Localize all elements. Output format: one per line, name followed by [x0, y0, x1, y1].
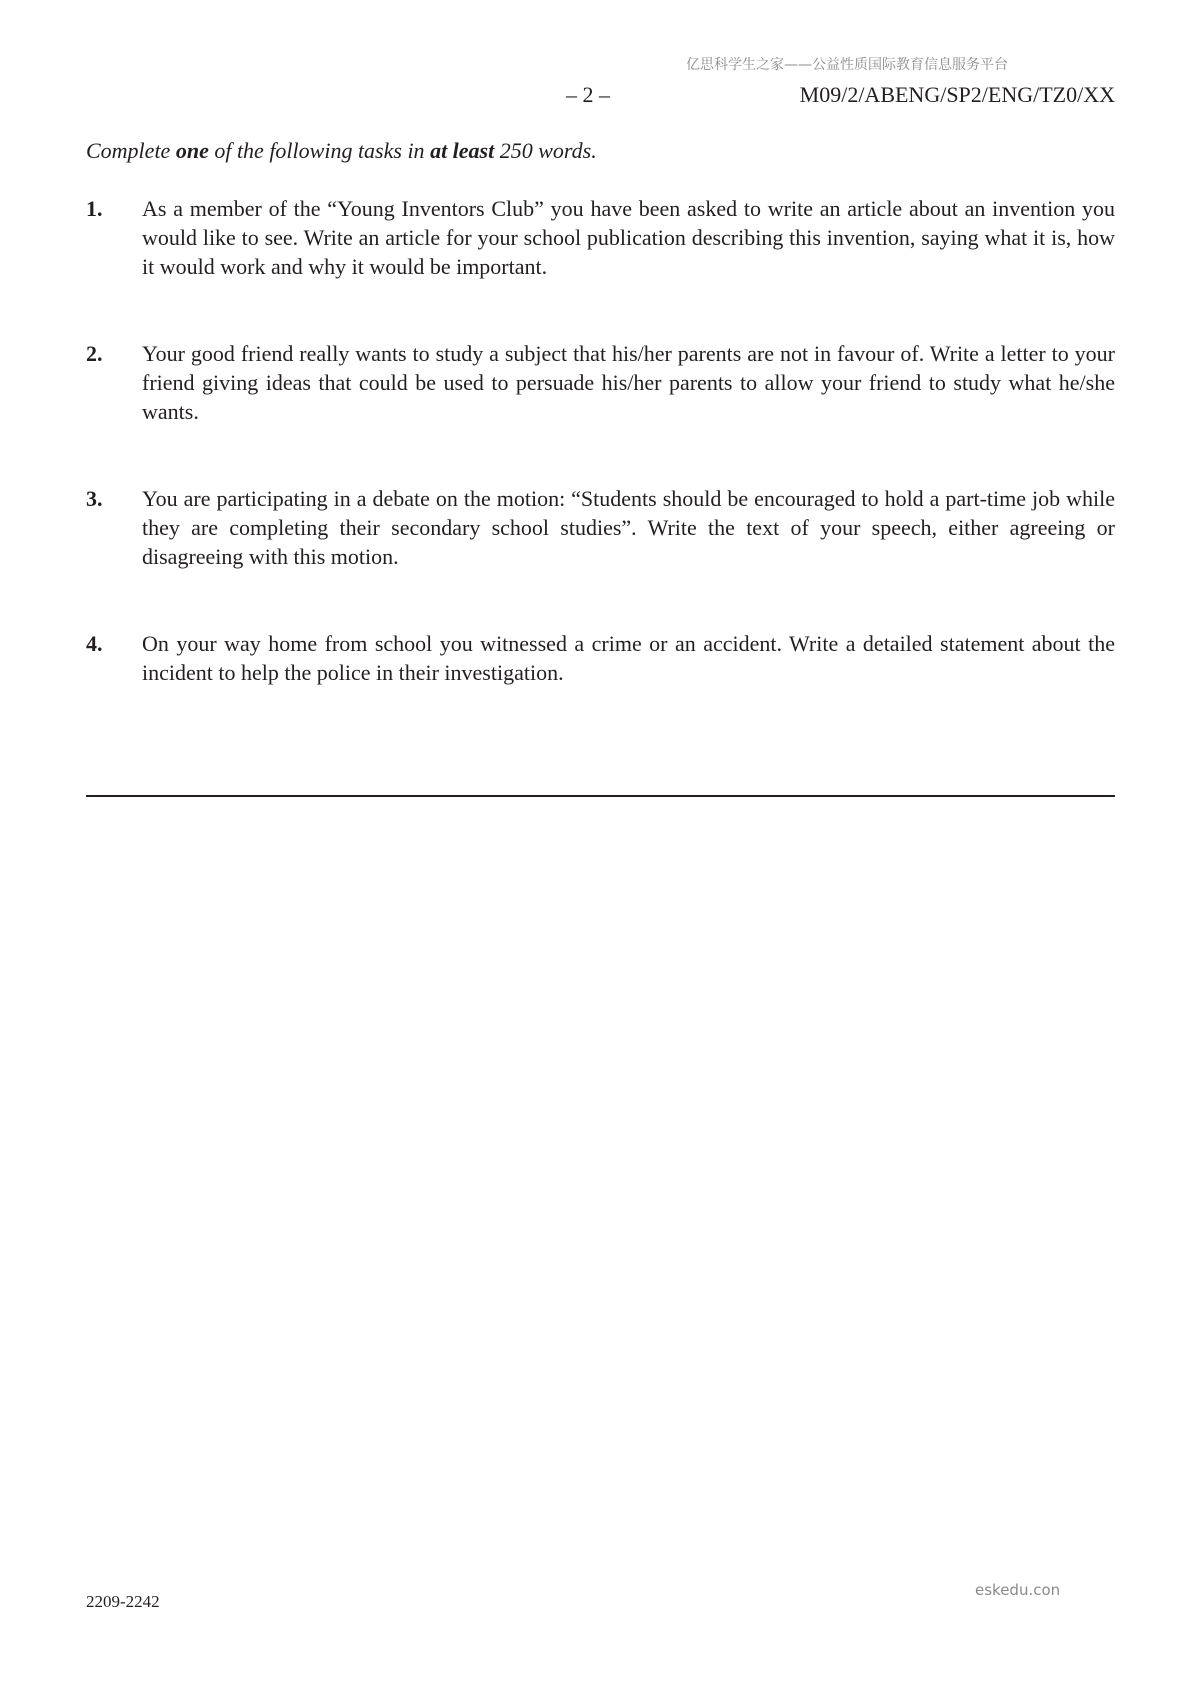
paper-code: M09/2/ABENG/SP2/ENG/TZ0/XX: [799, 82, 1115, 107]
footer-code: 2209-2242: [86, 1592, 160, 1611]
header-watermark: 亿思科学生之家——公益性质国际教育信息服务平台: [686, 57, 1008, 73]
instruction-emphasis-at-least: at least: [430, 138, 495, 163]
task-number: 2.: [86, 341, 103, 366]
instruction-text: Complete: [86, 138, 176, 163]
task-text: As a member of the “Young Inventors Club” you have been asked to write an article about an invention you would like to see. Write an article for your school publication describing this invention, saying what it is, how it would work and why it would be important.: [142, 196, 1115, 279]
instruction-text: of the following tasks in: [208, 138, 431, 163]
task-number: 3.: [86, 486, 103, 511]
task-item: [86, 629, 1115, 687]
instruction-text: 250 words.: [494, 138, 597, 163]
footer-watermark: eskedu.con: [975, 1581, 1061, 1599]
task-list: [86, 194, 1115, 745]
page-number: – 2 –: [566, 82, 610, 107]
task-item: [86, 484, 1115, 571]
instruction-emphasis-one: one: [175, 138, 209, 163]
task-instruction: [86, 138, 597, 164]
task-item: [86, 339, 1115, 426]
task-text: On your way home from school you witnessed a crime or an accident. Write a detailed statement about the incident to help the police in their investigation.: [142, 631, 1115, 685]
task-number: 4.: [86, 631, 103, 656]
task-text: Your good friend really wants to study a subject that his/her parents are not in favour of. Write a letter to your friend giving ideas that could be used to persuade his/her parents to allow your friend to study what he/she wants.: [142, 341, 1115, 424]
task-number: 1.: [86, 196, 103, 221]
end-divider: [86, 795, 1115, 797]
task-item: [86, 194, 1115, 281]
task-text: You are participating in a debate on the motion: “Students should be encouraged to hold a part-time job while they are completing their secondary school studies”. Write the text of your speech, either agreeing or disagreeing with this motion.: [142, 486, 1115, 569]
